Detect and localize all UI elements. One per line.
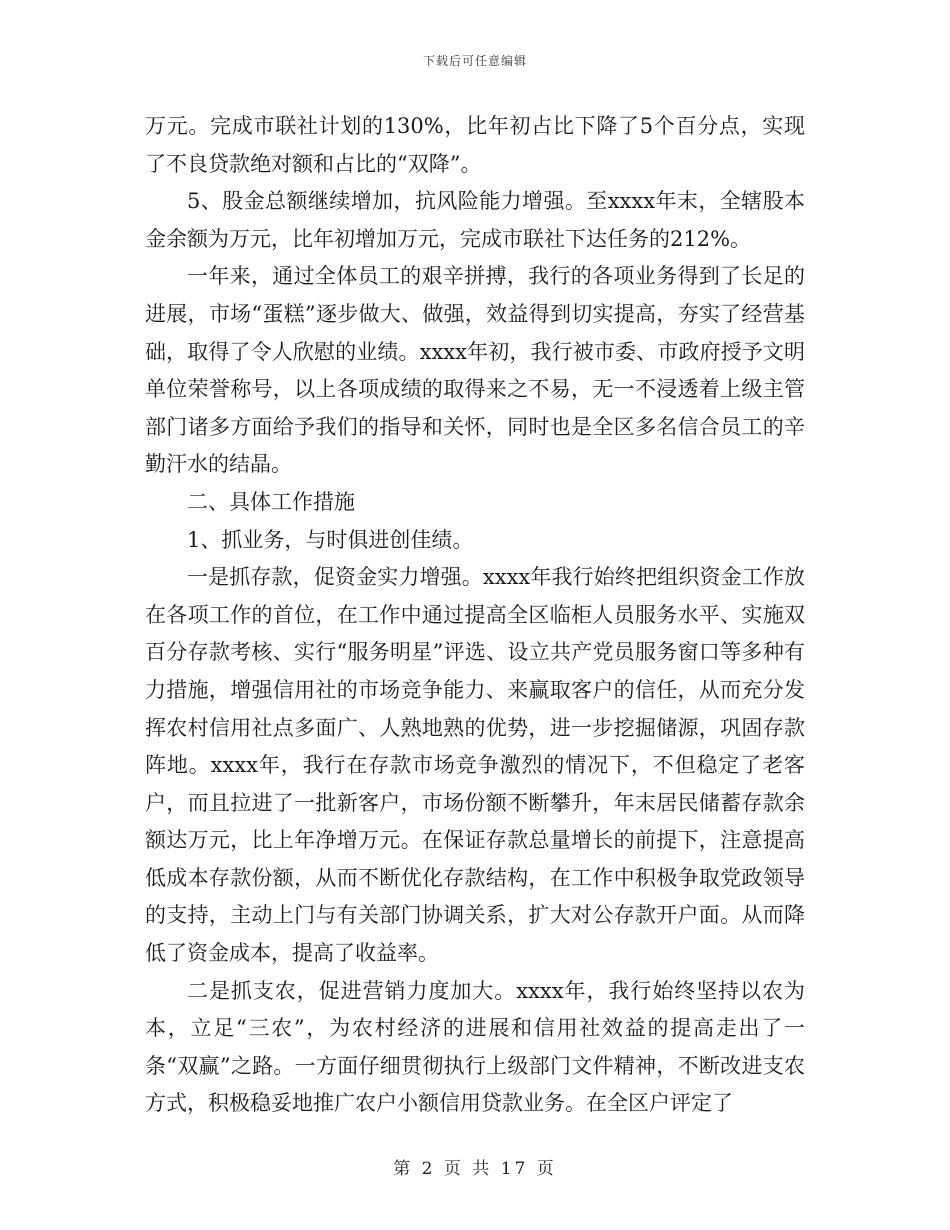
- paragraph-3: 一年来，通过全体员工的艰辛拼搏，我行的各项业务得到了长足的进展，市场“蛋糕”逐步做大、做强，效益得到切实提高，夯实了经营基础，取得了令人欣慰的业绩。xxxx年初，我行被市委、市政府授予文明单位荣誉称号，以上各项成绩的取得来之不易，无一不浸透着上级主管部门诸多方面给予我们的指导和关怀，同时也是全区多名信合员工的辛勤汗水的结晶。: [145, 264, 805, 477]
- page-number-footer: 第 2 页 共 17 页: [393, 1159, 557, 1179]
- subsection-heading: 1、抓业务，与时俱进创佳绩。: [187, 527, 474, 552]
- paragraph-1: 万元。完成市联社计划的130%，比年初占比下降了5个百分点，实现了不良贷款绝对额和占比的“双降”。: [145, 114, 805, 176]
- paragraph-6: 一是抓存款，促资金实力增强。xxxx年我行始终把组织资金工作放在各项工作的首位，在工作中通过提高全区临柜人员服务水平、实施双百分存款考核、实行“服务明星”评选、设立共产党员服务窗口等多种有力措施，增强信用社的市场竞争能力、来赢取客户的信任，从而充分发挥农村信用社点多面广、人熟地熟的优势，进一步挖掘储源，巩固存款阵地。xxxx年，我行在存款市场竞争激烈的情况下，不但稳定了老客户，而且拉进了一批新客户，市场份额不断攀升，年末居民储蓄存款余额达万元，比上年净增万元。在保证存款总量增长的前提下，注意提高低成本存款份额，从而不断优化存款结构，在工作中积极争取党政领导的支持，主动上门与有关部门协调关系，扩大对公存款开户面。从而降低了资金成本，提高了收益率。: [145, 565, 805, 966]
- paragraph-7: 二是抓支农，促进营销力度加大。xxxx年，我行始终坚持以农为本，立足“三农”，为农村经济的进展和信用社效益的提高走出了一条“双赢”之路。一方面仔细贯彻执行上级部门文件精神，不断改进支农方式，积极稳妥地推广农户小额信用贷款业务。在全区户评定了: [145, 978, 805, 1116]
- paragraph-2: 5、股金总额继续增加，抗风险能力增强。至xxxx年末，全辖股本金余额为万元，比年初增加万元，完成市联社下达任务的212%。: [145, 189, 805, 251]
- section-heading: 二、具体工作措施: [187, 489, 355, 514]
- header-note: 下载后可任意编辑: [422, 54, 527, 68]
- document-body: [145, 108, 805, 1123]
